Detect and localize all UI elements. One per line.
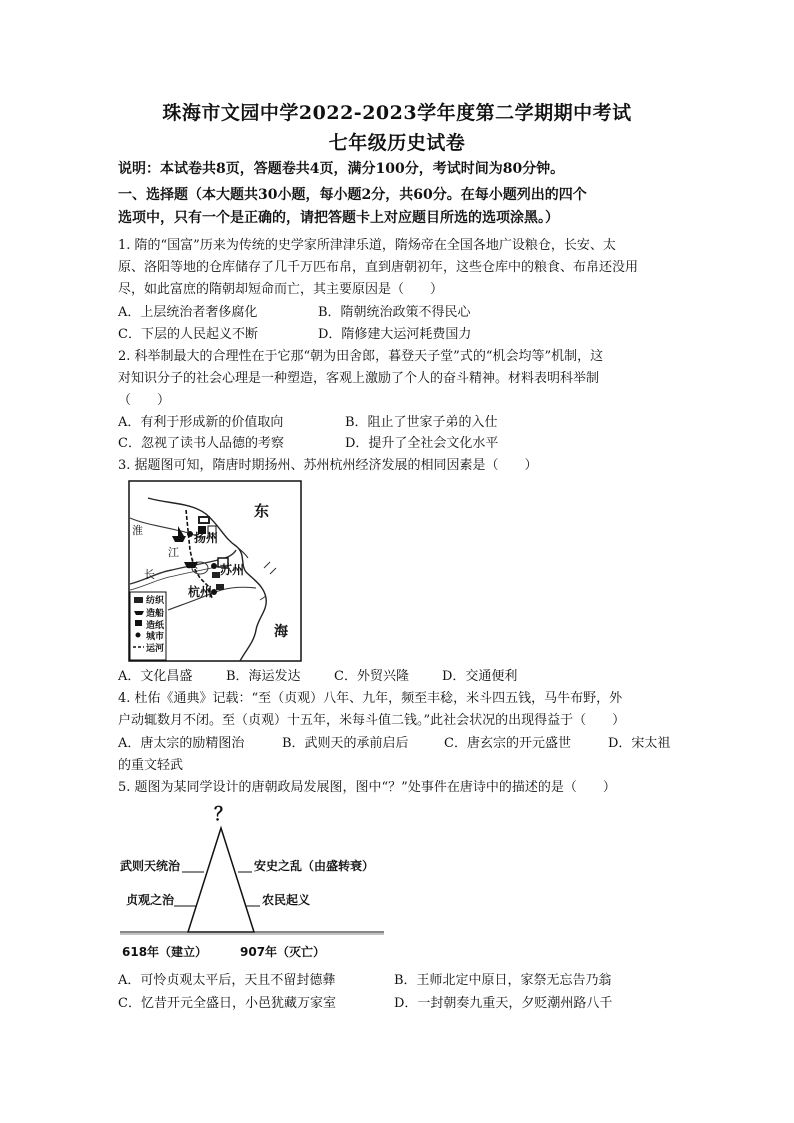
map-legend xyxy=(130,592,166,660)
q5-line1: 5. 题图为某同学设计的唐朝政局发展图，图中“？”处事件在唐诗中的描述的是（ ） xyxy=(118,780,616,795)
q4-option-b: B．武则天的承前启后 xyxy=(282,736,409,751)
q5-diagram xyxy=(118,800,388,965)
section-heading-line2: 选项中，只有一个是正确的，请把答题卡上对应题目所选的选项涂黑。） xyxy=(118,210,559,226)
legend-city: 城市 xyxy=(146,632,165,642)
q4-option-d-cont: 的重文轻武 xyxy=(118,758,184,773)
hangzhou-icons xyxy=(216,584,224,590)
legend-shipbuilding: 造船 xyxy=(146,609,165,619)
q1-line3: 尽，如此富庶的隋朝却短命而亡，其主要原因是（ ） xyxy=(118,282,444,297)
map-label-east: 东 xyxy=(254,502,270,520)
q1-option-b: B．隋朝统治政策不得民心 xyxy=(318,305,471,320)
legend-papermaking: 造纸 xyxy=(146,621,165,631)
label-618: 618年（建立） xyxy=(122,945,208,959)
q2-option-a: A．有利于形成新的价值取向 xyxy=(118,415,284,430)
diagram-peak: ？ xyxy=(214,804,232,825)
q1-option-c: C．下层的人民起义不断 xyxy=(118,327,258,342)
q4-option-a: A．唐太宗的励精图治 xyxy=(118,736,245,751)
q2-option-c: C．忽视了读书人品德的考察 xyxy=(118,436,284,451)
map-label-suzhou: 苏州 xyxy=(220,563,245,577)
textile-icon xyxy=(198,516,210,524)
city-yangzhou-marker xyxy=(187,531,193,537)
legend-canal: 运河 xyxy=(146,644,165,654)
q1-option-a: A．上层统治者奢侈腐化 xyxy=(118,305,258,320)
q2-option-d: D．提升了全社会文化水平 xyxy=(345,436,499,451)
q5-option-b: B．王师北定中原日，家祭无忘告乃翁 xyxy=(394,973,612,988)
map-label-huai: 淮 xyxy=(132,524,143,537)
exam-subtitle: 七年级历史试卷 xyxy=(328,132,466,154)
q1-line2: 原、洛阳等地的仓库储存了几千万匹布帛，直到唐朝初年，这些仓库中的粮食、布帛还没用 xyxy=(118,260,639,275)
q2-line2: 对知识分子的社会心理是一种塑造，客观上激励了个人的奋斗精神。材料表明科举制 xyxy=(118,371,600,386)
label-wu-zetian: 武则天统治 xyxy=(120,859,181,873)
exam-title: 珠海市文园中学2022-2023学年度第二学期期中考试 xyxy=(162,102,632,124)
q5-option-d: D．一封朝奏九重天，夕贬潮州路八千 xyxy=(394,996,613,1011)
label-an-shi: 安史之乱（由盛转衰） xyxy=(254,859,375,873)
q4-line2: 户动辄数月不闭。至（贞观）十五年，米每斗值二钱。”此社会状况的出现得益于（ ） xyxy=(118,713,626,728)
q3-line1: 3. 据题图可知，隋唐时期扬州、苏州杭州经济发展的相同因素是（ ） xyxy=(118,458,538,473)
city-suzhou-marker xyxy=(211,563,217,569)
q1-line1: 1. 隋的“国富”历来为传统的史学家所津津乐道，隋炀帝在全国各地广设粮仓，长安、太 xyxy=(118,238,616,253)
exam-note: 说明：本试卷共8页，答题卷共4页，满分100分，考试时间为80分钟。 xyxy=(118,161,565,177)
map-label-jiang: 江 xyxy=(168,546,179,559)
q4-option-d: D．宋太祖 xyxy=(608,736,671,751)
map-label-yangzhou: 扬州 xyxy=(194,531,219,545)
q3-option-a: A．文化昌盛 xyxy=(118,669,193,684)
q2-option-b: B．阻止了世家子弟的入仕 xyxy=(345,415,498,430)
q3-option-c: C．外贸兴隆 xyxy=(334,669,409,684)
q3-map-figure xyxy=(128,480,302,662)
label-peasant: 农民起义 xyxy=(262,893,311,907)
q1-option-d: D．隋修建大运河耗费国力 xyxy=(318,327,472,342)
legend-textile: 纺织 xyxy=(146,596,165,606)
q2-line1: 2. 科举制最大的合理性在于它那“朝为田舍郎，暮登天子堂”式的“机会均等”机制，这 xyxy=(118,349,604,364)
timeline-triangle xyxy=(188,828,254,932)
q5-option-c: C．忆昔开元全盛日，小邑犹藏万家室 xyxy=(118,996,336,1011)
q4-option-c: C．唐玄宗的开元盛世 xyxy=(444,736,571,751)
map-label-hangzhou: 杭州 xyxy=(188,585,213,599)
q4-line1: 4. 杜佑《通典》记载：“至（贞观）八年、九年，频至丰稔，米斗四五钱，马牛布野，外 xyxy=(118,691,623,706)
q3-option-b: B．海运发达 xyxy=(226,669,301,684)
q2-line3: （ ） xyxy=(118,393,171,408)
section-heading-line1: 一、选择题（本大题共30小题，每小题2分，共60分。在每小题列出的四个 xyxy=(118,187,587,203)
q3-option-d: D．交通便利 xyxy=(442,669,518,684)
label-zhenguan: 贞观之治 xyxy=(126,893,175,907)
q5-option-a: A．可怜贞观太平后，天且不留封德彝 xyxy=(118,973,336,988)
map-label-chang: 长 xyxy=(144,568,155,581)
map-label-tai: 太 xyxy=(188,560,198,571)
label-907: 907年（灭亡） xyxy=(240,945,326,959)
map-label-sea: 海 xyxy=(274,624,288,640)
